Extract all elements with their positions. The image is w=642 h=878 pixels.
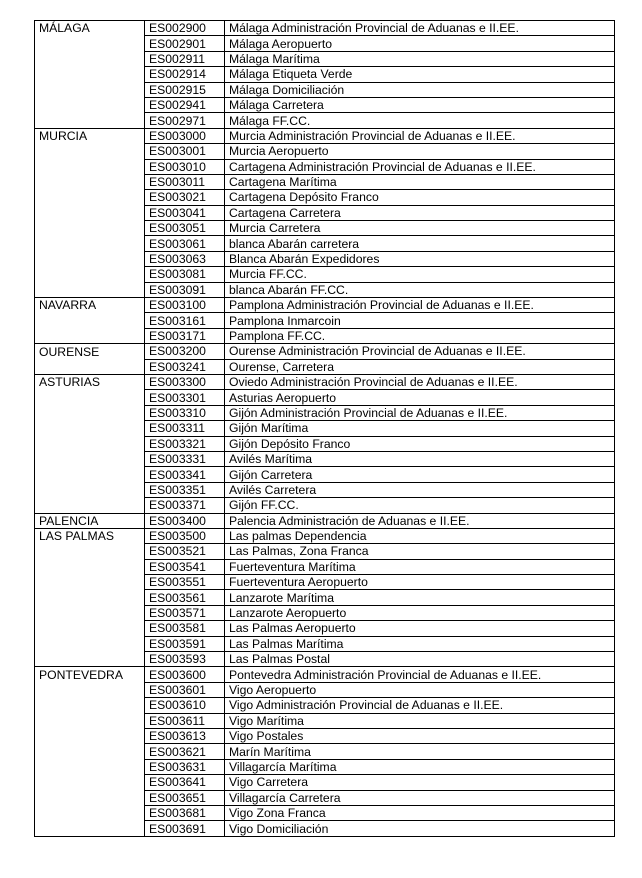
- office-name-cell: Murcia Administración Provincial de Aduanas e II.EE.: [225, 128, 615, 143]
- office-code-cell: ES003301: [145, 390, 225, 405]
- office-code-cell: ES003500: [145, 528, 225, 543]
- table-row: [35, 128, 615, 143]
- province-cell: [35, 467, 145, 482]
- office-name-cell: Vigo Aeropuerto: [225, 682, 615, 697]
- province-cell: [35, 451, 145, 466]
- office-code-cell: ES003171: [145, 328, 225, 343]
- table-row: [35, 759, 615, 774]
- province-cell: [35, 605, 145, 620]
- table-row: [35, 682, 615, 697]
- table-row: [35, 559, 615, 574]
- office-code-cell: ES003400: [145, 513, 225, 528]
- table-row: [35, 359, 615, 374]
- province-cell: [35, 498, 145, 513]
- office-code-cell: ES003161: [145, 313, 225, 328]
- table-row: [35, 698, 615, 713]
- province-cell: [35, 282, 145, 297]
- table-row: [35, 790, 615, 805]
- province-cell: [35, 698, 145, 713]
- table-row: [35, 21, 615, 36]
- office-name-cell: blanca Abarán carretera: [225, 236, 615, 251]
- office-code-cell: ES002915: [145, 82, 225, 97]
- table-row: [35, 713, 615, 728]
- office-code-cell: ES003371: [145, 498, 225, 513]
- province-cell: [35, 251, 145, 266]
- table-row: [35, 267, 615, 282]
- office-name-cell: Gijón Depósito Franco: [225, 436, 615, 451]
- office-name-cell: Vigo Postales: [225, 728, 615, 743]
- province-cell: [35, 713, 145, 728]
- office-code-cell: ES003061: [145, 236, 225, 251]
- table-row: [35, 190, 615, 205]
- table-row: [35, 51, 615, 66]
- table-row: [35, 405, 615, 420]
- office-code-cell: ES003681: [145, 805, 225, 820]
- office-code-cell: ES002901: [145, 36, 225, 51]
- office-code-cell: ES003051: [145, 221, 225, 236]
- office-name-cell: Fuerteventura Aeropuerto: [225, 575, 615, 590]
- province-cell: [35, 359, 145, 374]
- table-row: [35, 344, 615, 359]
- office-name-cell: Oviedo Administración Provincial de Aduanas e II.EE.: [225, 374, 615, 389]
- office-code-cell: ES002911: [145, 51, 225, 66]
- office-code-cell: ES002914: [145, 67, 225, 82]
- office-name-cell: Villagarcía Marítima: [225, 759, 615, 774]
- table-row: [35, 82, 615, 97]
- office-code-cell: ES003063: [145, 251, 225, 266]
- office-code-cell: ES002941: [145, 97, 225, 112]
- office-name-cell: Lanzarote Aeropuerto: [225, 605, 615, 620]
- province-cell: [35, 51, 145, 66]
- office-name-cell: Málaga FF.CC.: [225, 113, 615, 128]
- office-name-cell: Cartagena Carretera: [225, 205, 615, 220]
- table-row: [35, 97, 615, 112]
- office-name-cell: Pamplona FF.CC.: [225, 328, 615, 343]
- province-cell: [35, 390, 145, 405]
- office-code-cell: ES003613: [145, 728, 225, 743]
- office-code-cell: ES003100: [145, 298, 225, 313]
- office-code-cell: ES003331: [145, 451, 225, 466]
- office-name-cell: Málaga Domiciliación: [225, 82, 615, 97]
- office-name-cell: Pamplona Administración Provincial de Aduanas e II.EE.: [225, 298, 615, 313]
- province-cell: NAVARRA: [35, 298, 145, 313]
- table-row: [35, 144, 615, 159]
- province-cell: [35, 190, 145, 205]
- province-cell: [35, 205, 145, 220]
- office-code-cell: ES003310: [145, 405, 225, 420]
- province-cell: [35, 174, 145, 189]
- table-row: [35, 421, 615, 436]
- office-name-cell: Murcia Carretera: [225, 221, 615, 236]
- office-name-cell: Villagarcía Carretera: [225, 790, 615, 805]
- office-code-cell: ES003351: [145, 482, 225, 497]
- office-name-cell: Murcia FF.CC.: [225, 267, 615, 282]
- province-cell: [35, 744, 145, 759]
- table-row: [35, 667, 615, 682]
- office-code-cell: ES003621: [145, 744, 225, 759]
- province-cell: [35, 575, 145, 590]
- office-name-cell: Ourense, Carretera: [225, 359, 615, 374]
- table-row: [35, 728, 615, 743]
- office-code-cell: ES003691: [145, 821, 225, 836]
- office-name-cell: Avilés Carretera: [225, 482, 615, 497]
- office-name-cell: Las palmas Dependencia: [225, 528, 615, 543]
- province-cell: [35, 313, 145, 328]
- table-row: [35, 652, 615, 667]
- office-code-cell: ES003200: [145, 344, 225, 359]
- province-cell: [35, 67, 145, 82]
- table-row: [35, 282, 615, 297]
- office-code-cell: ES003021: [145, 190, 225, 205]
- office-code-cell: ES003591: [145, 636, 225, 651]
- table-row: [35, 374, 615, 389]
- table-row: [35, 744, 615, 759]
- office-code-cell: ES003593: [145, 652, 225, 667]
- office-name-cell: Ourense Administración Provincial de Aduanas e II.EE.: [225, 344, 615, 359]
- table-row: [35, 636, 615, 651]
- office-code-cell: ES003561: [145, 590, 225, 605]
- province-cell: [35, 636, 145, 651]
- office-code-cell: ES003001: [145, 144, 225, 159]
- province-cell: [35, 421, 145, 436]
- office-code-cell: ES003341: [145, 467, 225, 482]
- office-name-cell: Las Palmas Aeropuerto: [225, 621, 615, 636]
- table-row: [35, 775, 615, 790]
- table-row: [35, 436, 615, 451]
- office-code-cell: ES003091: [145, 282, 225, 297]
- office-name-cell: Málaga Carretera: [225, 97, 615, 112]
- office-code-cell: ES003241: [145, 359, 225, 374]
- office-code-cell: ES003571: [145, 605, 225, 620]
- province-cell: [35, 559, 145, 574]
- office-name-cell: Las Palmas Marítima: [225, 636, 615, 651]
- office-name-cell: Murcia Aeropuerto: [225, 144, 615, 159]
- customs-offices-table: [34, 20, 615, 837]
- table-row: [35, 236, 615, 251]
- province-cell: [35, 590, 145, 605]
- table-row: [35, 174, 615, 189]
- table-row: [35, 298, 615, 313]
- office-name-cell: blanca Abarán FF.CC.: [225, 282, 615, 297]
- office-name-cell: Lanzarote Marítima: [225, 590, 615, 605]
- table-row: [35, 590, 615, 605]
- office-name-cell: Málaga Administración Provincial de Aduanas e II.EE.: [225, 21, 615, 36]
- province-cell: [35, 682, 145, 697]
- table-row: [35, 251, 615, 266]
- province-cell: [35, 759, 145, 774]
- table-row: [35, 498, 615, 513]
- office-name-cell: Cartagena Depósito Franco: [225, 190, 615, 205]
- province-cell: [35, 36, 145, 51]
- table-row: [35, 328, 615, 343]
- province-cell: [35, 267, 145, 282]
- office-code-cell: ES003601: [145, 682, 225, 697]
- office-code-cell: ES003541: [145, 559, 225, 574]
- province-cell: [35, 652, 145, 667]
- table-row: [35, 821, 615, 836]
- province-cell: [35, 544, 145, 559]
- office-name-cell: Vigo Domiciliación: [225, 821, 615, 836]
- office-code-cell: ES002900: [145, 21, 225, 36]
- office-name-cell: Marín Marítima: [225, 744, 615, 759]
- table-row: [35, 528, 615, 543]
- office-code-cell: ES003641: [145, 775, 225, 790]
- office-name-cell: Cartagena Marítima: [225, 174, 615, 189]
- province-cell: [35, 405, 145, 420]
- office-code-cell: ES003041: [145, 205, 225, 220]
- province-cell: MÁLAGA: [35, 21, 145, 36]
- province-cell: OURENSE: [35, 344, 145, 359]
- office-name-cell: Pontevedra Administración Provincial de Aduanas e II.EE.: [225, 667, 615, 682]
- office-name-cell: Málaga Aeropuerto: [225, 36, 615, 51]
- office-name-cell: Gijón Carretera: [225, 467, 615, 482]
- office-name-cell: Gijón FF.CC.: [225, 498, 615, 513]
- province-cell: ASTURIAS: [35, 374, 145, 389]
- office-code-cell: ES003521: [145, 544, 225, 559]
- table-row: [35, 205, 615, 220]
- table-row: [35, 36, 615, 51]
- office-code-cell: ES003000: [145, 128, 225, 143]
- table-row: [35, 467, 615, 482]
- table-row: [35, 159, 615, 174]
- office-name-cell: Gijón Administración Provincial de Aduanas e II.EE.: [225, 405, 615, 420]
- office-name-cell: Fuerteventura Marítima: [225, 559, 615, 574]
- province-cell: PONTEVEDRA: [35, 667, 145, 682]
- office-name-cell: Palencia Administración de Aduanas e II.EE.: [225, 513, 615, 528]
- table-row: [35, 113, 615, 128]
- province-cell: [35, 621, 145, 636]
- province-cell: [35, 821, 145, 836]
- office-name-cell: Gijón Marítima: [225, 421, 615, 436]
- office-name-cell: Asturias Aeropuerto: [225, 390, 615, 405]
- office-code-cell: ES003321: [145, 436, 225, 451]
- office-code-cell: ES002971: [145, 113, 225, 128]
- office-code-cell: ES003311: [145, 421, 225, 436]
- province-cell: [35, 482, 145, 497]
- province-cell: [35, 790, 145, 805]
- province-cell: LAS PALMAS: [35, 528, 145, 543]
- table-row: [35, 67, 615, 82]
- office-name-cell: Blanca Abarán Expedidores: [225, 251, 615, 266]
- office-name-cell: Málaga Marítima: [225, 51, 615, 66]
- province-cell: [35, 97, 145, 112]
- province-cell: [35, 728, 145, 743]
- province-cell: PALENCIA: [35, 513, 145, 528]
- table-body: [35, 21, 615, 837]
- office-name-cell: Vigo Carretera: [225, 775, 615, 790]
- province-cell: [35, 144, 145, 159]
- province-cell: [35, 436, 145, 451]
- table-row: [35, 390, 615, 405]
- office-code-cell: ES003300: [145, 374, 225, 389]
- office-code-cell: ES003011: [145, 174, 225, 189]
- province-cell: [35, 775, 145, 790]
- office-code-cell: ES003631: [145, 759, 225, 774]
- office-code-cell: ES003551: [145, 575, 225, 590]
- table-row: [35, 805, 615, 820]
- province-cell: [35, 159, 145, 174]
- office-name-cell: Las Palmas Postal: [225, 652, 615, 667]
- table-row: [35, 544, 615, 559]
- office-code-cell: ES003611: [145, 713, 225, 728]
- province-cell: [35, 328, 145, 343]
- office-code-cell: ES003600: [145, 667, 225, 682]
- office-code-cell: ES003581: [145, 621, 225, 636]
- table-row: [35, 221, 615, 236]
- table-row: [35, 605, 615, 620]
- office-code-cell: ES003010: [145, 159, 225, 174]
- province-cell: [35, 221, 145, 236]
- table-row: [35, 621, 615, 636]
- province-cell: [35, 805, 145, 820]
- province-cell: [35, 82, 145, 97]
- table-row: [35, 451, 615, 466]
- office-name-cell: Avilés Marítima: [225, 451, 615, 466]
- office-name-cell: Vigo Administración Provincial de Aduanas e II.EE.: [225, 698, 615, 713]
- office-name-cell: Vigo Marítima: [225, 713, 615, 728]
- table-row: [35, 482, 615, 497]
- table-row: [35, 575, 615, 590]
- office-name-cell: Cartagena Administración Provincial de Aduanas e II.EE.: [225, 159, 615, 174]
- office-name-cell: Málaga Etiqueta Verde: [225, 67, 615, 82]
- office-code-cell: ES003651: [145, 790, 225, 805]
- office-code-cell: ES003610: [145, 698, 225, 713]
- province-cell: MURCIA: [35, 128, 145, 143]
- office-name-cell: Vigo Zona Franca: [225, 805, 615, 820]
- table-row: [35, 313, 615, 328]
- office-name-cell: Pamplona Inmarcoin: [225, 313, 615, 328]
- province-cell: [35, 113, 145, 128]
- office-code-cell: ES003081: [145, 267, 225, 282]
- office-name-cell: Las Palmas, Zona Franca: [225, 544, 615, 559]
- table-row: [35, 513, 615, 528]
- province-cell: [35, 236, 145, 251]
